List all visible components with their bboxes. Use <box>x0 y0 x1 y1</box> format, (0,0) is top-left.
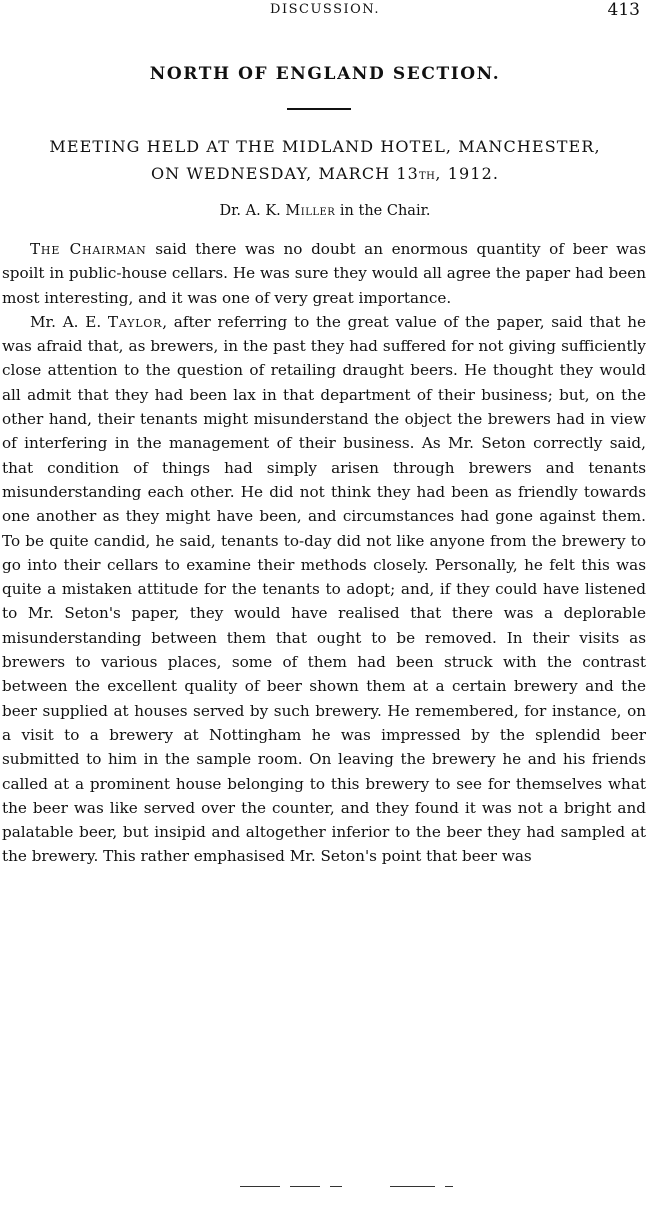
title-rule <box>287 108 351 110</box>
meeting-heading-line-2 <box>0 160 650 190</box>
meeting-date: ON WEDNESDAY, MARCH 13 <box>150 164 419 183</box>
running-title: DISCUSSION. <box>270 2 380 17</box>
speaker-name: The Chairman <box>30 240 147 258</box>
paragraph-text: , after referring to the great value of the paper, said that he was afraid that, as brewers, in the past they had suffered for not giving sufficiently close attention to the question of retailing draught beers. He thought they would all admit that they had been lax in that department of their business; but, on the other hand, their tenants might misunderstand the object the brewers had in view of interfering in the management of their business. As Mr. Seton correctly said, that condition of things had simply arisen through brewers and tenants misunderstanding each other. He did not think they had been as friendly towards one another as they might have been, and circumstances had gone against them. To be quite candid, he said, tenants to-day did not like anyone from the brewery to go into their cellars to examine their methods closely. Personally, he felt this was quite a mistaken attitude for the tenants to adopt; and, if they could have listened to Mr. Seton's paper, they would have realised that there was a deplorable misunderstanding between them that ought to be removed. In their visits as brewers to various places, some of them had been struck with the contrast between the excellent quality of beer shown them at a certain brewery and the beer supplied at houses served by such brewery. He remembered, for instance, on a visit to a brewery at Nottingham he was impressed by the splendid beer submitted to him in the sample room. On leaving the brewery he and his friends called at a prominent house belonging to this brewery to see for themselves what the beer was like served over the counter, and they found it was not a bright and palatable beer, but insipid and altogether inferior to the beer they had sampled at the brewery. This rather emphasised Mr. Seton's point that beer was <box>2 312 646 866</box>
page-number: 413 <box>607 0 640 20</box>
section-title: NORTH OF ENGLAND SECTION. <box>149 64 501 84</box>
chair-line <box>0 203 650 219</box>
paragraph-taylor <box>2 310 646 869</box>
meeting-year: , 1912. <box>435 164 500 183</box>
paragraph-text: said there was no doubt an enormous quantity of beer was spoilt in public-house cellars. He was sure they would all agree the paper had been most interesting, and it was one of very great importance. <box>2 240 647 307</box>
footer-smudge <box>240 1182 470 1194</box>
paragraph-chairman <box>2 237 646 310</box>
speaker-name: Taylor <box>107 312 163 331</box>
speaker-prefix: Mr. A. E. <box>30 312 108 331</box>
running-head <box>0 2 650 24</box>
date-ordinal-suffix: TH <box>418 171 436 182</box>
chair-suffix: in the Chair. <box>335 203 431 219</box>
chair-prefix: Dr. A. K. <box>219 203 286 219</box>
discussion-body <box>2 237 646 869</box>
meeting-heading <box>0 133 650 190</box>
chair-name: Miller <box>285 203 336 219</box>
meeting-heading-line-1: MEETING HELD AT THE MIDLAND HOTEL, MANCHESTER, <box>49 137 601 156</box>
